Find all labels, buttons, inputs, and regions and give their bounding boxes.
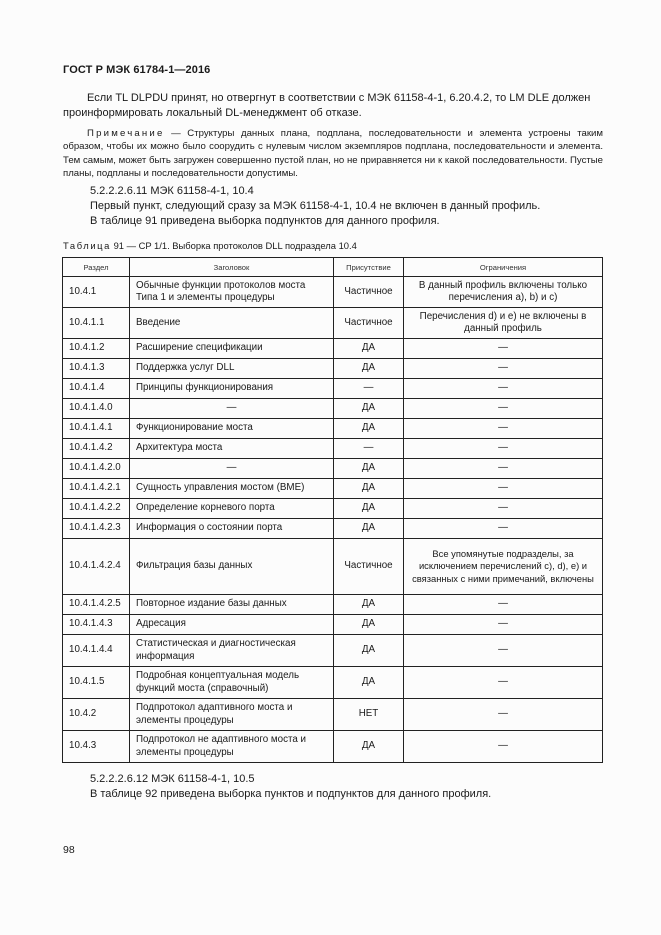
cell-section: 10.4.1.4.2.0 xyxy=(63,459,130,479)
cell-limits: — xyxy=(404,459,603,479)
cell-presence: ДА xyxy=(334,635,404,667)
selection-table xyxy=(62,257,603,763)
cell-title: Расширение спецификации xyxy=(130,339,334,359)
cell-section: 10.4.3 xyxy=(63,731,130,763)
column-header-title: Заголовок xyxy=(130,258,334,277)
column-header-limits: Ограничения xyxy=(404,258,603,277)
cell-title: Подробная концептуальная модель функций моста (справочный) xyxy=(130,667,334,699)
cell-limits: — xyxy=(404,595,603,615)
table-caption xyxy=(63,240,357,251)
cell-limits: — xyxy=(404,339,603,359)
table-row xyxy=(63,699,603,731)
table-row xyxy=(63,359,603,379)
cell-title: Подпротокол не адаптивного моста и элементы процедуры xyxy=(130,731,334,763)
cell-section: 10.4.1.5 xyxy=(63,667,130,699)
cell-section: 10.4.1.3 xyxy=(63,359,130,379)
table-row xyxy=(63,379,603,399)
table-caption-text: 91 — CP 1/1. Выборка протоколов DLL подраздела 10.4 xyxy=(110,240,357,251)
cell-section: 10.4.1.4.3 xyxy=(63,615,130,635)
cell-limits: — xyxy=(404,667,603,699)
table-row xyxy=(63,339,603,359)
cell-title: Обычные функции протоколов моста Типа 1 и элементы процедуры xyxy=(130,277,334,308)
cell-section: 10.4.1.4.1 xyxy=(63,419,130,439)
cell-presence: ДА xyxy=(334,399,404,419)
section-text-line: В таблице 91 приведена выборка подпунктов для данного профиля. xyxy=(90,215,440,227)
table-row xyxy=(63,308,603,339)
section-heading: 5.2.2.2.6.11 МЭК 61158-4-1, 10.4 xyxy=(90,185,254,197)
paragraph-rejection: Если TL DLPDU принят, но отвергнут в соответствии с МЭК 61158-4-1, 6.20.4.2, то LM DLE должен проинформировать локальный DL-менеджмент об отказе. xyxy=(63,92,591,119)
cell-section: 10.4.1.4.2.4 xyxy=(63,539,130,595)
table-row xyxy=(63,499,603,519)
cell-title: Архитектура моста xyxy=(130,439,334,459)
cell-section: 10.4.1.4.4 xyxy=(63,635,130,667)
column-header-presence: Присутствие xyxy=(334,258,404,277)
cell-presence: Частичное xyxy=(334,539,404,595)
section-5-2-2-2-6-11 xyxy=(90,184,610,229)
table-row xyxy=(63,439,603,459)
cell-section: 10.4.1.4.0 xyxy=(63,399,130,419)
table-row xyxy=(63,399,603,419)
table-row xyxy=(63,539,603,595)
cell-section: 10.4.2 xyxy=(63,699,130,731)
cell-limits: — xyxy=(404,615,603,635)
cell-title: Определение корневого порта xyxy=(130,499,334,519)
table-row xyxy=(63,459,603,479)
cell-presence: — xyxy=(334,379,404,399)
cell-title: Адресация xyxy=(130,615,334,635)
table-row xyxy=(63,479,603,499)
cell-presence: ДА xyxy=(334,731,404,763)
cell-limits: Перечисления d) и e) не включены в данный профиль xyxy=(404,308,603,339)
cell-title: Повторное издание базы данных xyxy=(130,595,334,615)
cell-section: 10.4.1.4.2.5 xyxy=(63,595,130,615)
cell-limits: — xyxy=(404,731,603,763)
table-row xyxy=(63,419,603,439)
cell-title: Фильтрация базы данных xyxy=(130,539,334,595)
cell-presence: ДА xyxy=(334,419,404,439)
cell-title: Функционирование моста xyxy=(130,419,334,439)
cell-section: 10.4.1.2 xyxy=(63,339,130,359)
cell-limits: В данный профиль включены только перечисления a), b) и c) xyxy=(404,277,603,308)
cell-presence: ДА xyxy=(334,519,404,539)
cell-title: Подпротокол адаптивного моста и элементы процедуры xyxy=(130,699,334,731)
cell-section: 10.4.1.4.2 xyxy=(63,439,130,459)
cell-section: 10.4.1 xyxy=(63,277,130,308)
cell-limits: — xyxy=(404,439,603,459)
note-text: — Структуры данных плана, подплана, последовательности и элемента устроены таким образом, чтобы их можно было соорудить с нулевым числом экземпляров подплана, последовательности и элемента. Тем самым, может быть загружен совершенно пустой план, но не приравняется ни к какой последовательности. Пустые планы, подпланы и последовательности допустимы. xyxy=(63,128,603,179)
cell-presence: ДА xyxy=(334,359,404,379)
cell-presence: ДА xyxy=(334,499,404,519)
cell-presence: Частичное xyxy=(334,308,404,339)
section-text-line: В таблице 92 приведена выборка пунктов и подпунктов для данного профиля. xyxy=(90,788,492,800)
cell-section: 10.4.1.1 xyxy=(63,308,130,339)
table-row xyxy=(63,519,603,539)
cell-section: 10.4.1.4.2.2 xyxy=(63,499,130,519)
cell-limits: — xyxy=(404,379,603,399)
table-row xyxy=(63,731,603,763)
table-row xyxy=(63,615,603,635)
table-row xyxy=(63,595,603,615)
cell-limits: — xyxy=(404,399,603,419)
cell-title: Введение xyxy=(130,308,334,339)
cell-presence: ДА xyxy=(334,667,404,699)
cell-presence: ДА xyxy=(334,339,404,359)
table-caption-label: Таблица xyxy=(63,240,111,251)
cell-limits: Все упомянутые подразделы, за исключением перечислений c), d), e) и связанных с ними примечаний, включены xyxy=(404,539,603,595)
cell-title: — xyxy=(130,459,334,479)
column-header-section: Раздел xyxy=(63,258,130,277)
cell-presence: НЕТ xyxy=(334,699,404,731)
cell-presence: ДА xyxy=(334,615,404,635)
cell-limits: — xyxy=(404,699,603,731)
cell-title: — xyxy=(130,399,334,419)
cell-limits: — xyxy=(404,635,603,667)
cell-section: 10.4.1.4.2.1 xyxy=(63,479,130,499)
table-row xyxy=(63,277,603,308)
cell-title: Статистическая и диагностическая информация xyxy=(130,635,334,667)
cell-presence: ДА xyxy=(334,595,404,615)
cell-presence: ДА xyxy=(334,459,404,479)
cell-presence: — xyxy=(334,439,404,459)
cell-presence: ДА xyxy=(334,479,404,499)
cell-section: 10.4.1.4.2.3 xyxy=(63,519,130,539)
section-heading: 5.2.2.2.6.12 МЭК 61158-4-1, 10.5 xyxy=(90,773,255,785)
table-header-row xyxy=(63,258,603,277)
cell-section: 10.4.1.4 xyxy=(63,379,130,399)
cell-limits: — xyxy=(404,359,603,379)
section-text-line: Первый пункт, следующий сразу за МЭК 61158-4-1, 10.4 не включен в данный профиль. xyxy=(90,200,541,212)
note-paragraph xyxy=(63,127,603,180)
cell-presence: Частичное xyxy=(334,277,404,308)
section-5-2-2-2-6-12 xyxy=(90,772,610,802)
cell-title: Информация о состоянии порта xyxy=(130,519,334,539)
cell-limits: — xyxy=(404,519,603,539)
page-number: 98 xyxy=(63,844,75,856)
table-row xyxy=(63,635,603,667)
table-row xyxy=(63,667,603,699)
cell-limits: — xyxy=(404,419,603,439)
note-label: Примечание xyxy=(87,128,165,139)
cell-title: Поддержка услуг DLL xyxy=(130,359,334,379)
cell-title: Сущность управления мостом (BME) xyxy=(130,479,334,499)
cell-limits: — xyxy=(404,479,603,499)
document-header: ГОСТ Р МЭК 61784-1—2016 xyxy=(63,64,211,76)
cell-limits: — xyxy=(404,499,603,519)
cell-title: Принципы функционирования xyxy=(130,379,334,399)
